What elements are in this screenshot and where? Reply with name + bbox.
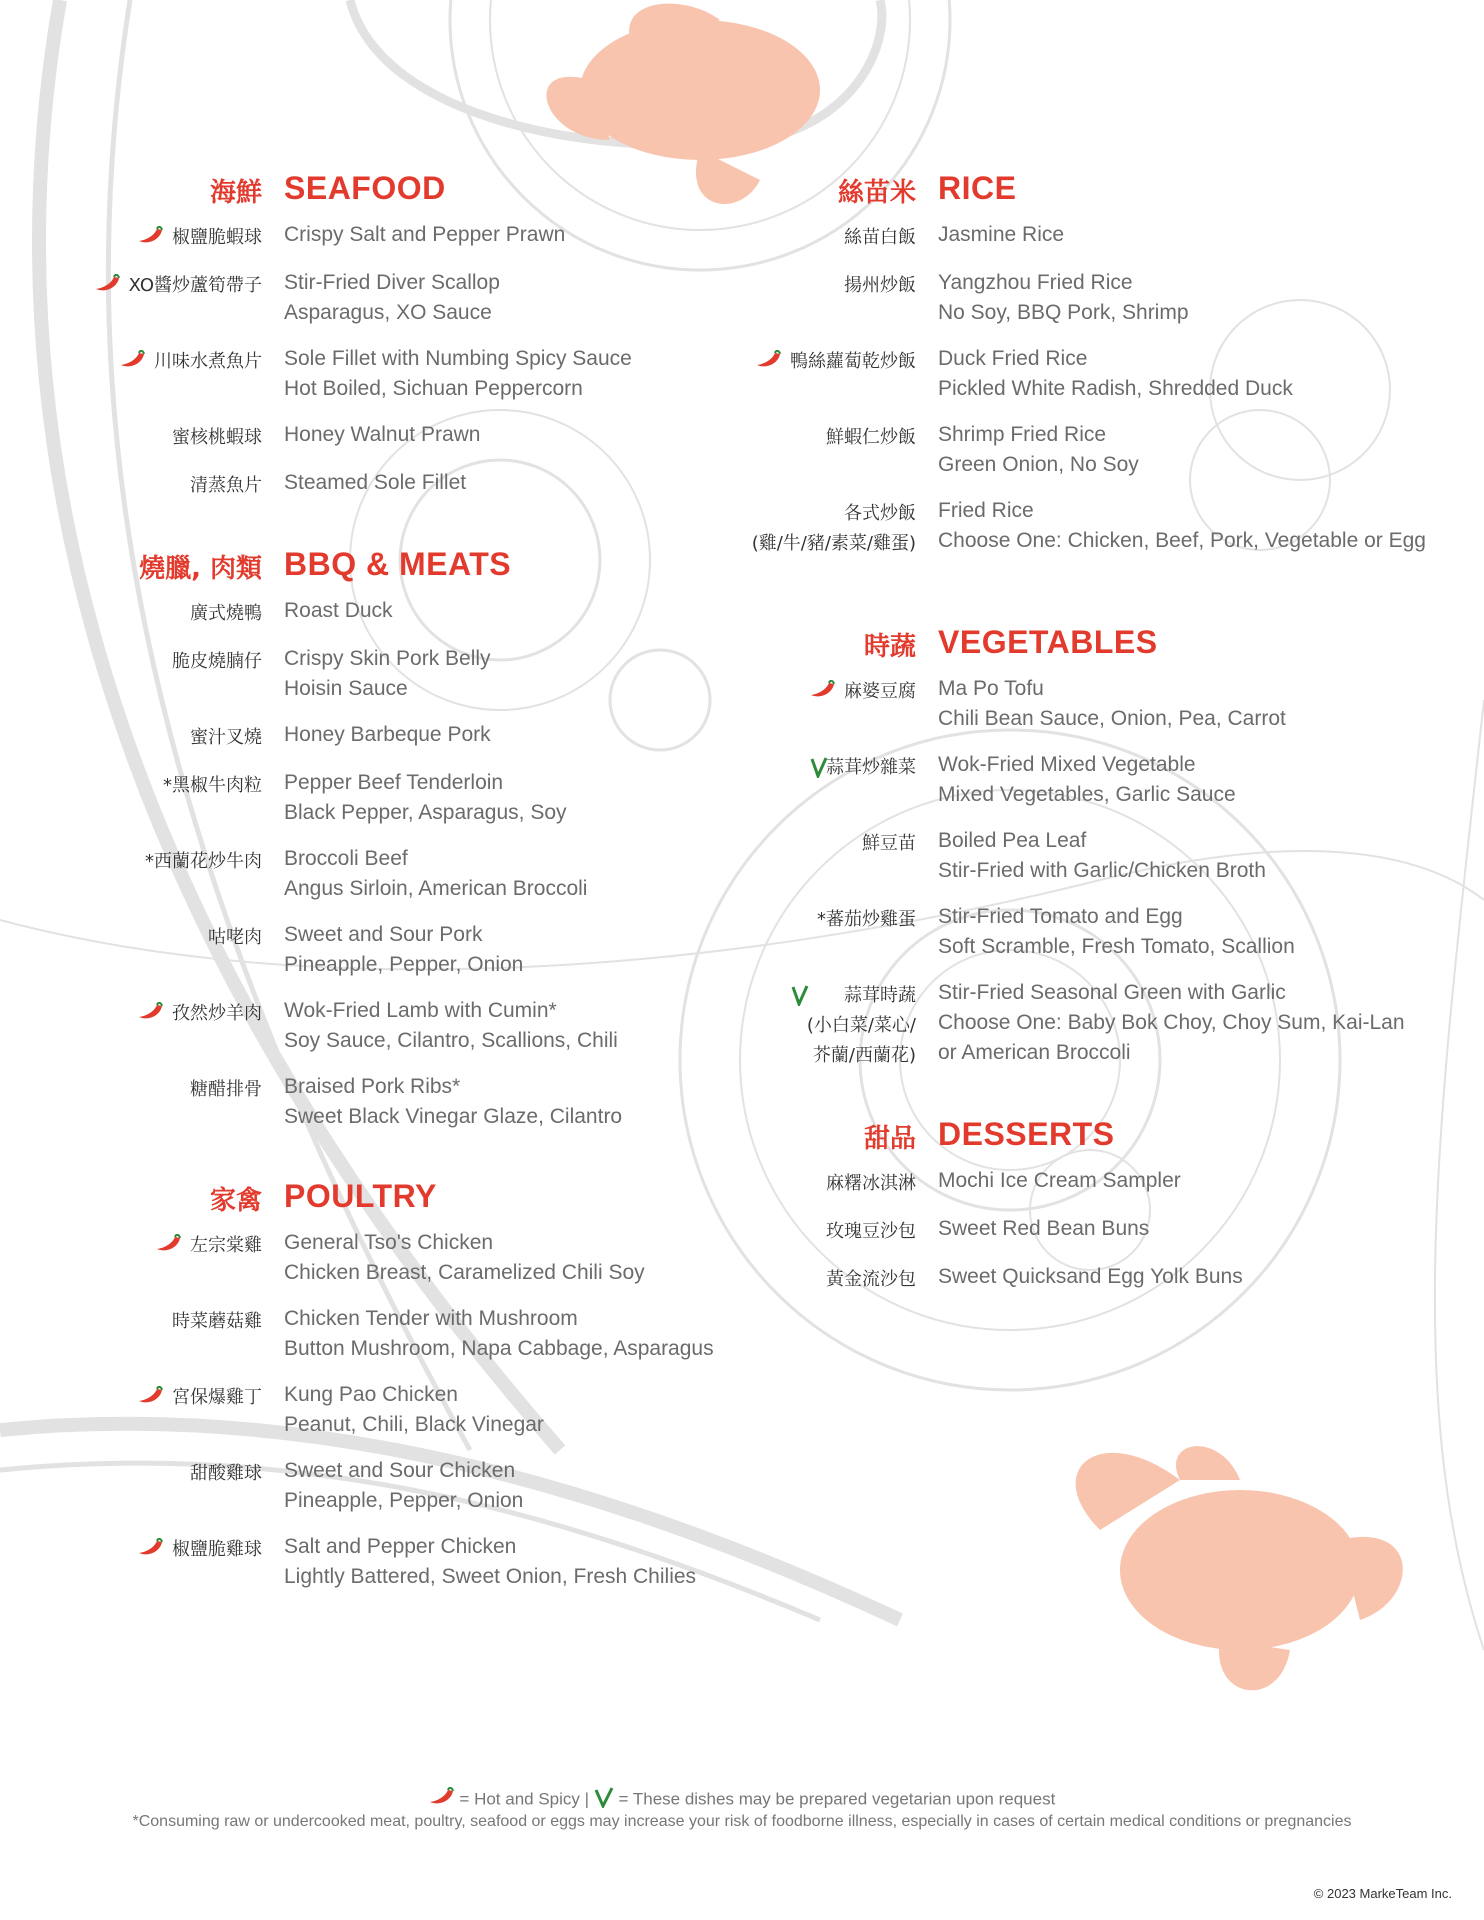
dish-details <box>284 920 740 980</box>
dish-name-english: Duck Fried Rice <box>938 347 1088 370</box>
vegetarian-icon <box>594 1793 619 1812</box>
dish-description: Asparagus, XO Sauce <box>284 301 492 324</box>
dish-name-english: General Tso's Chicken <box>284 1231 494 1254</box>
menu-item <box>740 826 1484 886</box>
dish-name-english: Broccoli Beef <box>284 847 408 870</box>
dish-name-english: Boiled Pea Leaf <box>938 829 1087 852</box>
menu-item <box>740 420 1484 480</box>
legend <box>0 1786 1484 1813</box>
chili-icon <box>756 350 782 370</box>
chili-icon <box>138 226 164 246</box>
chili-icon <box>810 680 836 700</box>
dish-description: Choose One: Baby Bok Choy, Choy Sum, Kai-Lan or American Broccoli <box>938 1011 1405 1064</box>
dish-details <box>938 1166 1484 1196</box>
section-header <box>0 544 740 584</box>
section-title-english: VEGETABLES <box>938 624 1158 660</box>
section-header <box>0 168 740 208</box>
dish-name-chinese: 蜜核桃蝦球 <box>172 427 262 448</box>
section-title-english: RICE <box>938 170 1017 206</box>
dish-details <box>284 596 740 626</box>
dish-details <box>938 826 1484 886</box>
dish-name-chinese: 蒜茸炒雜菜 <box>826 757 916 778</box>
menu-item <box>740 268 1484 328</box>
section-header <box>0 1176 740 1216</box>
dish-description: No Soy, BBQ Pork, Shrimp <box>938 301 1189 324</box>
menu-item <box>740 220 1484 252</box>
chili-icon <box>95 274 121 294</box>
dish-description: Green Onion, No Soy <box>938 453 1139 476</box>
dish-name-english: Pepper Beef Tenderloin <box>284 771 504 794</box>
menu-item <box>0 468 740 500</box>
dish-name-chinese: 鴨絲蘿蔔乾炒飯 <box>790 351 916 372</box>
dish-details <box>284 1072 740 1132</box>
dish-description: Peanut, Chili, Black Vinegar <box>284 1413 544 1436</box>
dish-details <box>284 720 740 750</box>
dish-name-chinese: 川味水煮魚片 <box>154 351 262 372</box>
dish-name-chinese: 孜然炒羊肉 <box>172 1003 262 1024</box>
dish-name-chinese: 清蒸魚片 <box>190 475 262 496</box>
section-title-chinese: 海鮮 <box>209 178 262 208</box>
dish-name-english: Sweet Red Bean Buns <box>938 1217 1150 1240</box>
dish-description: Hoisin Sauce <box>284 677 408 700</box>
dish-name-english: Chicken Tender with Mushroom <box>284 1307 578 1330</box>
dish-name-chinese: 糖醋排骨 <box>190 1079 262 1100</box>
dish-details <box>938 268 1484 328</box>
dish-name-english: Wok-Fried Mixed Vegetable <box>938 753 1196 776</box>
dish-name-chinese: 甜酸雞球 <box>190 1463 262 1484</box>
menu-section <box>740 622 1484 1068</box>
dish-description: Chili Bean Sauce, Onion, Pea, Carrot <box>938 707 1286 730</box>
dish-name-chinese: 脆皮燒腩仔 <box>172 651 262 672</box>
menu-item <box>0 920 740 980</box>
dish-details <box>284 1380 740 1440</box>
dish-name-chinese: 麻糬冰淇淋 <box>826 1173 916 1194</box>
dish-details <box>938 674 1484 734</box>
dish-name-chinese: 鮮蝦仁炒飯 <box>826 427 916 448</box>
dish-name-chinese: 玫瑰豆沙包 <box>826 1221 916 1242</box>
menu-item <box>0 844 740 904</box>
menu-item <box>0 1072 740 1132</box>
dish-details <box>938 978 1484 1068</box>
dish-name-english: Honey Walnut Prawn <box>284 423 481 446</box>
dish-description: Pickled White Radish, Shredded Duck <box>938 377 1293 400</box>
dish-name-chinese: 黃金流沙包 <box>826 1269 916 1290</box>
dish-details <box>938 1262 1484 1292</box>
dish-name-english: Mochi Ice Cream Sampler <box>938 1169 1181 1192</box>
dish-name-english: Sweet Quicksand Egg Yolk Buns <box>938 1265 1243 1288</box>
section-title-chinese: 家禽 <box>209 1186 262 1216</box>
dish-name-english: Yangzhou Fried Rice <box>938 271 1133 294</box>
dish-name-chinese: 椒鹽脆雞球 <box>172 1539 262 1560</box>
dish-details <box>938 496 1484 556</box>
dish-details <box>938 750 1484 810</box>
menu-item <box>0 720 740 752</box>
section-title-english: BBQ & MEATS <box>284 546 512 582</box>
dish-description: Soft Scramble, Fresh Tomato, Scallion <box>938 935 1295 958</box>
dish-details <box>284 1456 740 1516</box>
dish-name-chinese: 絲苗白飯 <box>844 227 916 248</box>
dish-details <box>284 468 740 498</box>
dish-name-english: Wok-Fried Lamb with Cumin* <box>284 999 557 1022</box>
dish-description: Mixed Vegetables, Garlic Sauce <box>938 783 1236 806</box>
chili-icon <box>138 1538 164 1558</box>
section-title-chinese: 絲苗米 <box>837 178 916 208</box>
section-header <box>740 168 1484 208</box>
dish-name-english: Braised Pork Ribs* <box>284 1075 461 1098</box>
dish-name-english: Salt and Pepper Chicken <box>284 1535 517 1558</box>
menu-item <box>740 1214 1484 1246</box>
vegetarian-legend-text: = These dishes may be prepared vegetarian upon request <box>618 1789 1056 1809</box>
menu-item <box>740 1166 1484 1198</box>
dish-description: Sweet Black Vinegar Glaze, Cilantro <box>284 1105 623 1128</box>
menu-item <box>0 220 740 252</box>
dish-description: Soy Sauce, Cilantro, Scallions, Chili <box>284 1029 618 1052</box>
dish-name-english: Crispy Salt and Pepper Prawn <box>284 223 566 246</box>
menu-item <box>740 902 1484 962</box>
dish-details <box>938 220 1484 250</box>
menu-item <box>0 1380 740 1440</box>
dish-name-english: Steamed Sole Fillet <box>284 471 467 494</box>
menu-item <box>740 978 1484 1068</box>
dish-name-chinese: *黑椒牛肉粒 <box>163 775 262 796</box>
dish-name-chinese: 宮保爆雞丁 <box>172 1387 262 1408</box>
dish-name-english: Shrimp Fried Rice <box>938 423 1107 446</box>
right-menu-column <box>740 168 1484 1310</box>
menu-section <box>740 1114 1484 1294</box>
dish-details <box>938 420 1484 480</box>
dish-name-chinese: 蜜汁叉燒 <box>190 727 262 748</box>
menu-item <box>0 344 740 404</box>
dish-description: Pineapple, Pepper, Onion <box>284 1489 524 1512</box>
menu-item <box>0 768 740 828</box>
dish-details <box>938 344 1484 404</box>
dish-name-chinese: XO醬炒蘆筍帶子 <box>128 275 262 296</box>
menu-item <box>0 1532 740 1592</box>
dish-description: Black Pepper, Asparagus, Soy <box>284 801 567 824</box>
dish-name-chinese: 揚州炒飯 <box>844 275 916 296</box>
menu-item <box>0 1228 740 1288</box>
menu-item <box>740 496 1484 556</box>
dish-name-english: Fried Rice <box>938 499 1034 522</box>
dish-name-chinese: 鮮豆苗 <box>862 833 916 854</box>
chili-icon <box>120 350 146 370</box>
section-header <box>740 1114 1484 1154</box>
section-title-chinese: 燒臘, 肉類 <box>139 554 262 584</box>
dish-description: Stir-Fried with Garlic/Chicken Broth <box>938 859 1266 882</box>
dish-name-english: Sole Fillet with Numbing Spicy Sauce <box>284 347 632 370</box>
section-title-english: POULTRY <box>284 1178 437 1214</box>
copyright: © 2023 MarkeTeam Inc. <box>1313 1886 1452 1901</box>
menu-section <box>0 1176 740 1592</box>
dish-name-english: Crispy Skin Pork Belly <box>284 647 491 670</box>
dish-details <box>284 644 740 704</box>
menu-item <box>0 420 740 452</box>
disclaimer: *Consuming raw or undercooked meat, poultry, seafood or eggs may increase your risk of foodborne illness, especially in cases of certain medical conditions or pregnancies <box>132 1813 1352 1830</box>
dish-details <box>284 268 740 328</box>
menu-item <box>0 1456 740 1516</box>
chili-legend-text: = Hot and Spicy | <box>459 1789 590 1809</box>
dish-name-english: Roast Duck <box>284 599 393 622</box>
dish-name-english: Sweet and Sour Chicken <box>284 1459 516 1482</box>
dish-description: Hot Boiled, Sichuan Peppercorn <box>284 377 583 400</box>
dish-name-chinese: *西蘭花炒牛肉 <box>145 851 262 872</box>
dish-details <box>284 420 740 450</box>
menu-item <box>740 1262 1484 1294</box>
chili-icon <box>138 1002 164 1022</box>
dish-details <box>284 844 740 904</box>
dish-details <box>284 1532 740 1592</box>
dish-name-english: Stir-Fried Tomato and Egg <box>938 905 1183 928</box>
dish-name-english: Honey Barbeque Pork <box>284 723 491 746</box>
chili-icon <box>138 1386 164 1406</box>
dish-name-english: Kung Pao Chicken <box>284 1383 458 1406</box>
dish-name-english: Ma Po Tofu <box>938 677 1044 700</box>
dish-description: Choose One: Chicken, Beef, Pork, Vegetable or Egg <box>938 529 1426 552</box>
dish-name-chinese: 廣式燒鴨 <box>190 603 262 624</box>
section-title-english: DESSERTS <box>938 1116 1115 1152</box>
menu-item <box>740 674 1484 734</box>
dish-details <box>284 1304 740 1364</box>
dish-name-english: Stir-Fried Diver Scallop <box>284 271 500 294</box>
menu-item <box>0 596 740 628</box>
dish-name-chinese: 蒜茸時蔬 (小白菜/菜心/ 芥蘭/西蘭花) <box>806 985 916 1066</box>
section-title-chinese: 時蔬 <box>863 632 916 662</box>
dish-details <box>284 996 740 1056</box>
dish-details <box>938 1214 1484 1244</box>
dish-details <box>284 220 740 250</box>
menu-section <box>0 168 740 500</box>
menu-item <box>740 750 1484 810</box>
dish-name-chinese: *蕃茄炒雞蛋 <box>817 909 916 930</box>
dish-name-chinese: 椒鹽脆蝦球 <box>172 227 262 248</box>
menu-item <box>0 268 740 328</box>
dish-description: Button Mushroom, Napa Cabbage, Asparagus <box>284 1337 714 1360</box>
section-title-chinese: 甜品 <box>863 1124 916 1154</box>
vegetarian-icon <box>810 756 828 778</box>
dish-details <box>284 1228 740 1288</box>
dish-name-chinese: 左宗棠雞 <box>190 1235 262 1256</box>
dish-name-english: Stir-Fried Seasonal Green with Garlic <box>938 981 1286 1004</box>
vegetarian-icon <box>791 984 809 1006</box>
chili-icon <box>429 1792 460 1811</box>
menu-item <box>0 996 740 1056</box>
dish-name-chinese: 時菜蘑菇雞 <box>172 1311 262 1332</box>
menu-item <box>740 344 1484 404</box>
dish-description: Chicken Breast, Caramelized Chili Soy <box>284 1261 645 1284</box>
menu-section <box>0 544 740 1132</box>
dish-description: Pineapple, Pepper, Onion <box>284 953 524 976</box>
dish-description: Lightly Battered, Sweet Onion, Fresh Chilies <box>284 1565 697 1588</box>
chili-icon <box>156 1234 182 1254</box>
dish-details <box>284 768 740 828</box>
menu-item <box>0 644 740 704</box>
dish-details <box>938 902 1484 962</box>
dish-name-english: Sweet and Sour Pork <box>284 923 483 946</box>
dish-name-chinese: 咕咾肉 <box>208 927 262 948</box>
dish-name-chinese: 各式炒飯 (雞/牛/豬/素菜/雞蛋) <box>751 503 916 554</box>
dish-name-english: Jasmine Rice <box>938 223 1065 246</box>
left-menu-column <box>0 168 740 1608</box>
dish-name-chinese: 麻婆豆腐 <box>844 681 916 702</box>
section-header <box>740 622 1484 662</box>
section-title-english: SEAFOOD <box>284 170 446 206</box>
dish-details <box>284 344 740 404</box>
menu-item <box>0 1304 740 1364</box>
dish-description: Angus Sirloin, American Broccoli <box>284 877 588 900</box>
menu-section <box>740 168 1484 556</box>
